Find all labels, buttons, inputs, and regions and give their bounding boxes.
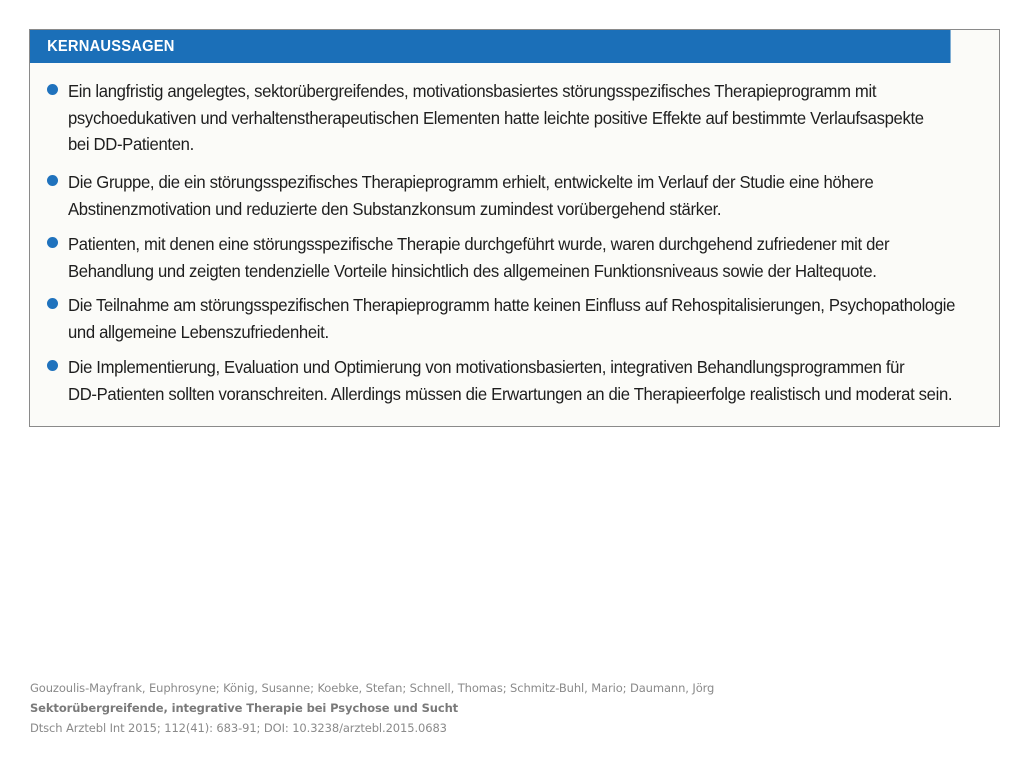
bullet-dot-icon	[47, 237, 58, 248]
citation	[30, 678, 714, 738]
bullet-dot-icon	[47, 84, 58, 95]
citation-authors: Gouzoulis-Mayfrank, Euphrosyne; König, Susanne; Koebke, Stefan; Schnell, Thomas; Schmitz-Buhl, Mario; Daumann, Jörg	[30, 681, 715, 695]
box-header: KERNAUSSAGEN	[30, 30, 951, 63]
point-text: Die Gruppe, die ein störungsspezifisches Therapieprogramm erhielt, entwickelte im Verlauf der Studie eine höhere Abstinenzmotivation und reduzierte den Substanzkonsum zumindest vorübergehend stärker.	[68, 172, 874, 219]
bullet-dot-icon	[47, 298, 58, 309]
point-text: Patienten, mit denen eine störungsspezifische Therapie durchgeführt wurde, waren durchgehend zufriedener mit der Behandlung und zeigten tendenzielle Vorteile hinsichtlich des allgemeinen Funktionsniveaus sowie der Haltequote.	[68, 234, 890, 281]
bullet-dot-icon	[47, 360, 58, 371]
point-text: Die Teilnahme am störungsspezifischen Therapieprogramm hatte keinen Einfluss auf Rehospitalisierungen, Psychopathologie und allgemeine Lebenszufriedenheit.	[68, 295, 956, 342]
key-messages-box	[29, 29, 1000, 427]
citation-title: Sektorübergreifende, integrative Therapie bei Psychose und Sucht	[30, 701, 459, 715]
point-text: Ein langfristig angelegtes, sektorübergreifendes, motivationsbasiertes störungsspezifisches Therapieprogramm mit psychoedukativen und verhaltenstherapeutischen Elementen hatte leichte positive Effekte auf bestimmte Verlaufsaspekte bei DD-Patienten.	[68, 81, 924, 154]
bullet-dot-icon	[47, 175, 58, 186]
point-text: Die Implementierung, Evaluation und Optimierung von motivationsbasierten, integrativen Behandlungsprogrammen für DD-Patienten sollten voranschreiten. Allerdings müssen die Erwartungen an die Therapieerfolge realistisch und moderat sein.	[68, 357, 953, 404]
citation-source: Dtsch Arztebl Int 2015; 112(41): 683-91; DOI: 10.3238/arztebl.2015.0683	[30, 721, 447, 735]
